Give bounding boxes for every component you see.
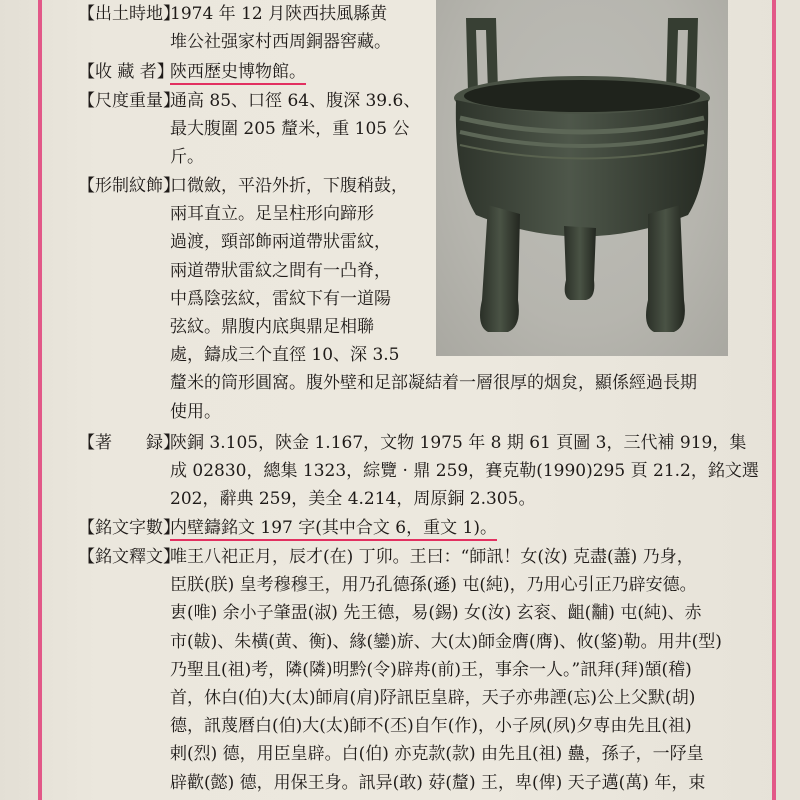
entry-line: 市(韍)、朱橫(黄、衡)、緣(鑾)旂、大(太)師金膺(膺)、攸(鋚)勒。用井(型): [170, 631, 722, 652]
entry-label: 【收 藏 者】: [78, 62, 174, 82]
entry-collector: [78, 58, 306, 86]
entry-content: [170, 514, 497, 542]
entry-line: 成 02830，總集 1323，綜覽 · 鼎 259，賽克勒(1990)295 頁 21.2，銘文選: [170, 461, 759, 482]
entry-line: 處，鑄成三个直徑 10、深 3.5: [170, 345, 400, 366]
entry-content: [170, 87, 420, 172]
entry-line: 兩道帶狀雷紋之間有一凸脊，: [170, 260, 391, 281]
entry-line: 辟歡(懿) 德，用保王身。訊异(敢) 䒵(釐) 王，卑(俾) 天子邁(萬) 年，束: [170, 772, 706, 793]
entry-content: [170, 172, 697, 426]
entry-label: 【銘文字數】: [78, 518, 180, 538]
entry-line: 過渡，頸部飾兩道帶狀雷紋，: [170, 232, 391, 253]
entry-line: 唯王八祀正月，辰才(在) 丁卯。王曰：“師訊！女(汝) 克盡(藎) 乃身，: [170, 547, 694, 567]
entry-line: 202，辭典 259，美全 4.214，周原銅 2.305。: [170, 489, 536, 510]
entry-line: 首，休白(伯)大(太)師肩(肩)䦽訊臣皇辟，天子亦弗諲(忘)公上父默(胡): [170, 687, 696, 708]
entry-line: 堆公社强家村西周銅器窖藏。: [170, 32, 391, 53]
entry-inscription-transcription: [78, 543, 722, 797]
entry-line: 叀(唯) 余小子肇盄(淑) 先王德，易(錫) 女(汝) 玄衮、齟(黼) 屯(純)、赤: [170, 603, 702, 624]
entry-line: 臣朕(朕) 皇考穆穆王，用乃孔德孫(遜) 屯(純)，乃用心引正乃辟安德。: [170, 575, 697, 596]
entry-line: 弦紋。鼎腹内底與鼎足相聯: [170, 316, 374, 337]
entry-form-decoration: [78, 172, 697, 426]
entry-line: 釐米的筒形圓窩。腹外壁和足部凝結着一層很厚的烟炱，顯係經過長期: [170, 373, 697, 394]
entry-line: 斤。: [170, 147, 204, 168]
entry-line: 口微斂，平沿外折，下腹稍鼓，: [170, 176, 408, 196]
entry-label: 【出土時地】: [78, 4, 180, 24]
entry-bibliography: [78, 429, 759, 514]
entry-line: 1974 年 12 月陝西扶風縣黄: [170, 4, 388, 24]
entry-line: 剌(烈) 德，用臣皇辟。白(伯) 亦克款(款) 由先且(祖) 蠱，孫子，一䦽皇: [170, 744, 704, 765]
entry-excavation: [78, 0, 391, 56]
entry-label: 【銘文釋文】: [78, 547, 180, 567]
entry-label: 【形制紋飾】: [78, 176, 180, 196]
entry-content: [170, 58, 306, 86]
entry-line: 兩耳直立。足呈柱形向蹄形: [170, 204, 374, 225]
entry-line: [170, 514, 497, 542]
entry-inscription-count: [78, 514, 497, 542]
entry-line: 最大腹圍 205 釐米，重 105 公: [170, 119, 410, 140]
left-margin-ink-line: [38, 0, 42, 800]
entry-label: 【著 録】: [78, 433, 180, 453]
entry-line: 中爲陰弦紋，雷紋下有一道陽: [170, 288, 391, 309]
entry-content: [170, 0, 391, 56]
entry-content: [170, 543, 722, 797]
entry-line: 使用。: [170, 401, 221, 422]
underlined-inscription-count: 内壁鑄銘文 197 字(其中合文 6，重文 1)。: [170, 518, 497, 541]
entry-line: 德，訊蔑曆白(伯)大(太)師不(丕)自乍(作)，小子夙(夙)夕専由先且(祖): [170, 716, 692, 737]
entry-line: 通高 85、口徑 64、腹深 39.6、: [170, 91, 421, 111]
entry-label: 【尺度重量】: [78, 91, 180, 111]
entry-line: 乃聖且(祖)考，隣(隣)明黔(令)辟歬(前)王，事余一人。”訊拜(拜)頶(稽): [170, 659, 692, 680]
right-margin-ink-line: [772, 0, 776, 800]
entry-content: [170, 429, 759, 514]
entry-line: [170, 58, 306, 86]
entry-dimensions: [78, 87, 420, 172]
entry-line: 陝銅 3.105，陝金 1.167，文物 1975 年 8 期 61 頁圖 3，三代補 919，集: [170, 433, 747, 453]
underlined-museum-name: 陝西歷史博物館。: [170, 62, 306, 85]
